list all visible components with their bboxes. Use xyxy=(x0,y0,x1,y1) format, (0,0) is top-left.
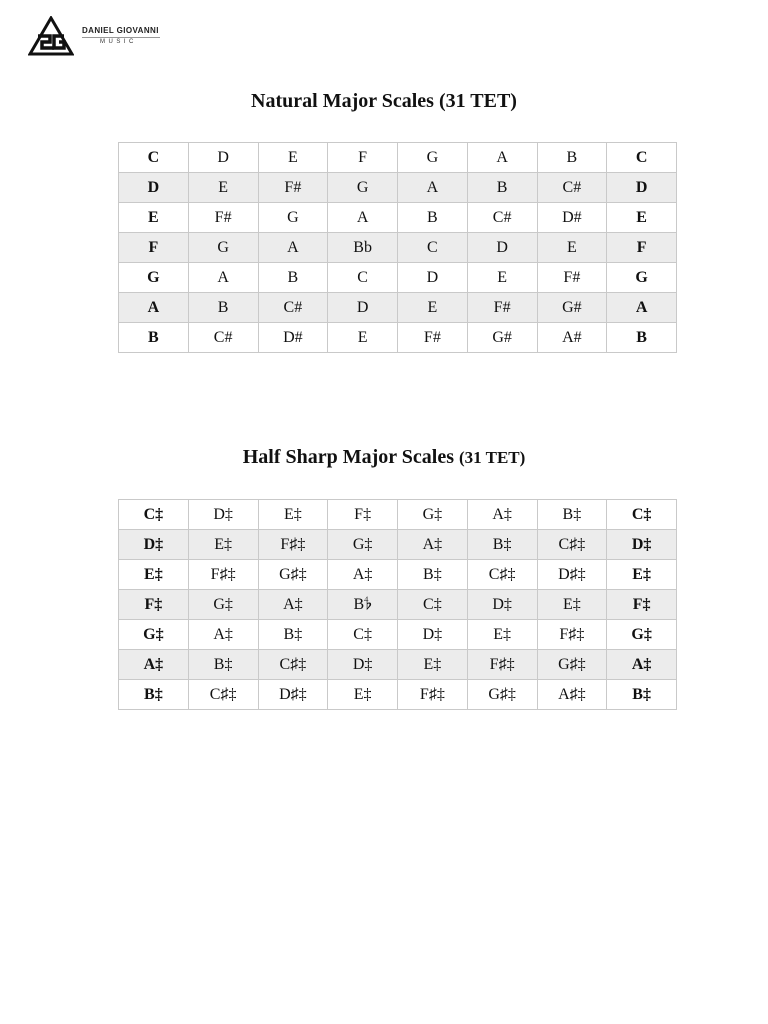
table-cell: B xyxy=(398,203,468,233)
table-cell: D♯‡ xyxy=(258,680,328,710)
table-cell: B‡ xyxy=(467,530,537,560)
table-cell: G‡ xyxy=(119,620,189,650)
table-row xyxy=(119,263,677,293)
table-cell: E xyxy=(188,173,258,203)
table-cell: F xyxy=(607,233,677,263)
table-cell: C‡ xyxy=(398,590,468,620)
table-cell: B xyxy=(607,323,677,353)
natural-major-table xyxy=(118,142,677,353)
table-cell: F‡ xyxy=(607,590,677,620)
table-cell: F♯‡ xyxy=(258,530,328,560)
table-cell: C♯‡ xyxy=(258,650,328,680)
table-cell: C‡ xyxy=(328,620,398,650)
table-cell: D‡ xyxy=(398,620,468,650)
table-cell: C xyxy=(328,263,398,293)
table-cell: G xyxy=(119,263,189,293)
table-cell: G# xyxy=(467,323,537,353)
table-cell: C# xyxy=(467,203,537,233)
table-cell: C‡ xyxy=(119,500,189,530)
brand-text xyxy=(82,26,172,45)
table-cell: A‡ xyxy=(328,560,398,590)
table-cell: D♯‡ xyxy=(537,560,607,590)
half-sharp-major-title xyxy=(0,446,768,469)
table-cell: A‡ xyxy=(188,620,258,650)
table-cell: D xyxy=(188,143,258,173)
table-cell: D‡ xyxy=(188,500,258,530)
table-cell: C# xyxy=(258,293,328,323)
table-cell: B xyxy=(119,323,189,353)
table-cell: A‡ xyxy=(467,500,537,530)
table-cell: E‡ xyxy=(328,680,398,710)
table-cell: G‡ xyxy=(328,530,398,560)
table-cell: G‡ xyxy=(188,590,258,620)
table-cell: G# xyxy=(537,293,607,323)
table-cell: A xyxy=(607,293,677,323)
table-cell: C# xyxy=(537,173,607,203)
brand-logo xyxy=(28,16,168,56)
table-cell: F# xyxy=(258,173,328,203)
table-cell: E xyxy=(328,323,398,353)
table-cell: A‡ xyxy=(258,590,328,620)
table-cell: A♯‡ xyxy=(537,680,607,710)
table-row xyxy=(119,680,677,710)
table-row xyxy=(119,500,677,530)
table-cell: E xyxy=(258,143,328,173)
table-row xyxy=(119,233,677,263)
table-cell: D‡ xyxy=(467,590,537,620)
table-cell: B xyxy=(258,263,328,293)
table-cell: E‡ xyxy=(258,500,328,530)
half-sharp-title-suffix: (31 TET) xyxy=(459,448,526,467)
table-cell: Bb xyxy=(328,233,398,263)
table-cell: G♯‡ xyxy=(467,680,537,710)
table-cell: B‡ xyxy=(188,650,258,680)
table-cell: C♯‡ xyxy=(467,560,537,590)
table-row xyxy=(119,143,677,173)
table-cell: A‡ xyxy=(119,650,189,680)
table-cell: G xyxy=(328,173,398,203)
natural-major-title: Natural Major Scales (31 TET) xyxy=(251,90,517,112)
table-cell: A xyxy=(119,293,189,323)
table-row xyxy=(119,323,677,353)
table-cell: B‡ xyxy=(398,560,468,590)
table-row xyxy=(119,293,677,323)
table-cell: D xyxy=(607,173,677,203)
table-cell: D‡ xyxy=(607,530,677,560)
table-cell: B xyxy=(467,173,537,203)
brand-name: DANIEL GIOVANNI xyxy=(82,26,159,35)
table-cell: C♯‡ xyxy=(188,680,258,710)
table-cell: D xyxy=(398,263,468,293)
table-cell: A xyxy=(467,143,537,173)
table-cell: F♯‡ xyxy=(188,560,258,590)
table-cell: B‡ xyxy=(119,680,189,710)
table-cell: F xyxy=(328,143,398,173)
table-cell: B‡ xyxy=(537,500,607,530)
dg-monogram-icon xyxy=(28,16,74,56)
table-cell: B‡ xyxy=(258,620,328,650)
table-cell: B xyxy=(537,143,607,173)
table-cell: F♯‡ xyxy=(467,650,537,680)
table-cell: F# xyxy=(398,323,468,353)
table-cell: D# xyxy=(537,203,607,233)
table-row xyxy=(119,203,677,233)
table-cell: C♯‡ xyxy=(537,530,607,560)
table-row xyxy=(119,620,677,650)
table-cell: G♯‡ xyxy=(537,650,607,680)
table-cell: F♯‡ xyxy=(398,680,468,710)
table-cell: G xyxy=(258,203,328,233)
table-cell: G xyxy=(607,263,677,293)
table-cell: F‡ xyxy=(119,590,189,620)
table-cell: B𝄳 xyxy=(328,590,398,620)
table-cell: G xyxy=(188,233,258,263)
table-cell: G♯‡ xyxy=(258,560,328,590)
table-cell: B xyxy=(188,293,258,323)
table-cell: E‡ xyxy=(467,620,537,650)
table-cell: E xyxy=(119,203,189,233)
table-cell: E xyxy=(607,203,677,233)
table-cell: B‡ xyxy=(607,680,677,710)
half-sharp-major-table xyxy=(118,499,677,710)
table-cell: E xyxy=(537,233,607,263)
table-cell: A xyxy=(188,263,258,293)
table-cell: D‡ xyxy=(328,650,398,680)
table-cell: F# xyxy=(467,293,537,323)
table-cell: F xyxy=(119,233,189,263)
table-cell: A‡ xyxy=(607,650,677,680)
table-cell: G xyxy=(398,143,468,173)
table-cell: F♯‡ xyxy=(537,620,607,650)
table-cell: E xyxy=(398,293,468,323)
table-cell: E‡ xyxy=(607,560,677,590)
table-cell: D‡ xyxy=(119,530,189,560)
table-row xyxy=(119,590,677,620)
table-cell: F# xyxy=(188,203,258,233)
table-cell: D xyxy=(328,293,398,323)
brand-sub: MUSIC xyxy=(82,37,160,45)
table-cell: C# xyxy=(188,323,258,353)
half-sharp-title-main: Half Sharp Major Scales xyxy=(242,446,454,468)
table-cell: E‡ xyxy=(398,650,468,680)
table-row xyxy=(119,173,677,203)
table-cell: C xyxy=(398,233,468,263)
table-cell: A xyxy=(258,233,328,263)
table-cell: A‡ xyxy=(398,530,468,560)
table-cell: F# xyxy=(537,263,607,293)
table-cell: D xyxy=(119,173,189,203)
table-row xyxy=(119,650,677,680)
table-cell: A xyxy=(328,203,398,233)
table-cell: E xyxy=(467,263,537,293)
table-cell: F‡ xyxy=(328,500,398,530)
table-cell: G‡ xyxy=(398,500,468,530)
table-cell: E‡ xyxy=(119,560,189,590)
table-cell: C‡ xyxy=(607,500,677,530)
table-cell: D xyxy=(467,233,537,263)
table-row xyxy=(119,560,677,590)
table-cell: C xyxy=(607,143,677,173)
table-cell: C xyxy=(119,143,189,173)
table-cell: E‡ xyxy=(537,590,607,620)
table-row xyxy=(119,530,677,560)
table-cell: A xyxy=(398,173,468,203)
table-cell: E‡ xyxy=(188,530,258,560)
table-cell: G‡ xyxy=(607,620,677,650)
table-cell: D# xyxy=(258,323,328,353)
table-cell: A# xyxy=(537,323,607,353)
